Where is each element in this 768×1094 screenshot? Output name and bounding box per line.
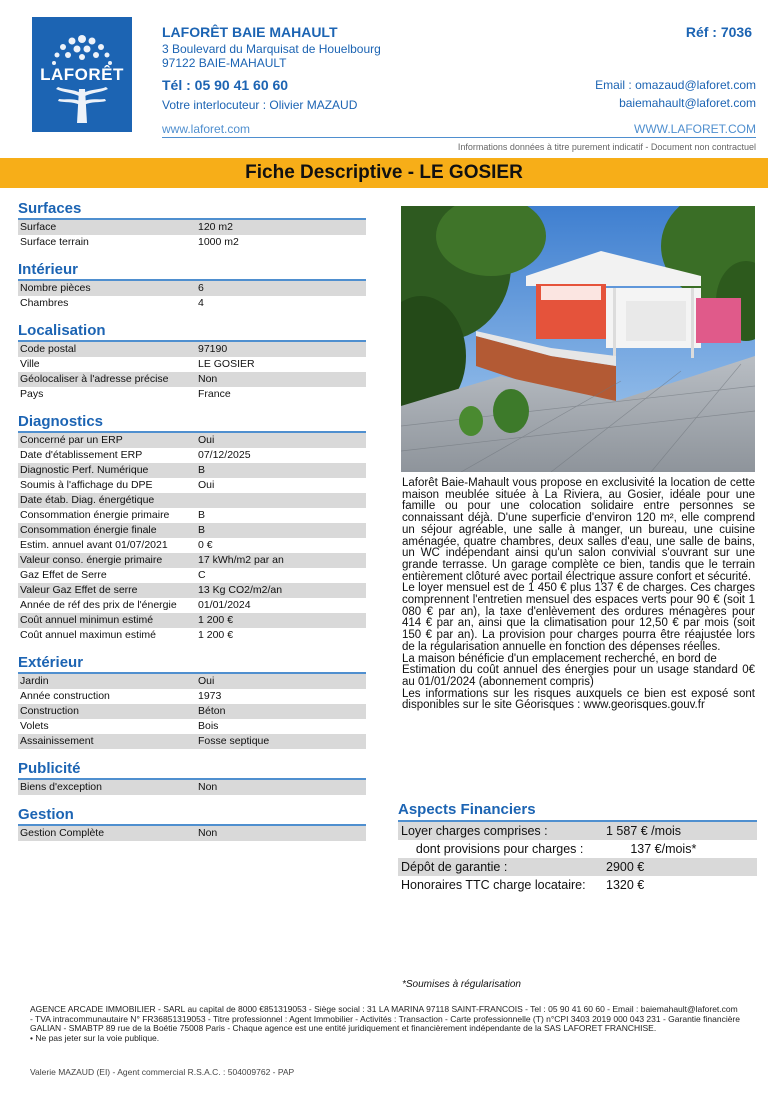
section-rows	[18, 826, 366, 841]
detail-label: Jardin	[20, 675, 49, 687]
contact-person: Votre interlocuteur : Olivier MAZAUD	[162, 98, 358, 112]
detail-value: LE GOSIER	[198, 358, 255, 370]
description-paragraph: Laforêt Baie-Mahault vous propose en exclusivité la location de cette maison meublée située à La Riviera, au Gosier, idéale pour une famille ou pour une colocation solidaire entre personnes se connaissant déjà. D'une superficie d'environ 120 m², elle comprend un séjour agréable, une salle à manger, un bureau, une cuisine aménagée, quatre chambres, deux salles d'eau, une salle de bains, un WC indépendant ainsi qu'un salon convivial s'ouvrant sur une grande terrasse. Un garage complète ce bien, tandis que le terrain entièrement clôturé avec portail électrique assure confort et sécurité.	[402, 477, 755, 583]
detail-value: France	[198, 388, 231, 400]
detail-label: Code postal	[20, 343, 77, 355]
section-title-localisation: Localisation	[18, 322, 366, 342]
detail-value: C	[198, 569, 206, 581]
detail-row	[18, 235, 366, 250]
detail-row	[18, 538, 366, 553]
detail-value: B	[198, 464, 206, 476]
disclaimer-note: Informations données à titre purement indicatif - Document non contractuel	[457, 142, 756, 152]
detail-label: Nombre pièces	[20, 282, 91, 294]
section-title-exterieur: Extérieur	[18, 654, 366, 674]
detail-row	[18, 568, 366, 583]
detail-label: Assainissement	[20, 735, 94, 747]
detail-label: Coût annuel maximun estimé	[20, 629, 156, 641]
detail-label: Surface terrain	[20, 236, 89, 248]
section-title-gestion: Gestion	[18, 806, 366, 826]
email-contact[interactable]: Email : omazaud@laforet.com	[595, 78, 756, 92]
detail-row	[18, 493, 366, 508]
legal-text: AGENCE ARCADE IMMOBILIER - SARL au capital de 8000 €851319053 - Siège social : 31 LA MARINA 97118 SAINT-FRANCOIS - Tel : 05 90 41 60 60 - Email : baiemahault@laforet.com - TVA intracommunautaire N° FR36851319053 - Titre professionnel : Agent Immobilier - Activités : Transaction - Carte professionnelle (T) n°CPI 3403 2019 000 043 231 - Garantie financière GALIAN - SMABTP 89 rue de la Boétie 75008 Paris - Chaque agence est une entité juridiquement et financièrement indépendante de la SAS LAFORET FRANCHISE.	[30, 1004, 740, 1034]
section-rows	[18, 674, 366, 749]
description-paragraph: Le loyer mensuel est de 1 450 € plus 137 € de charges. Ces charges comprennent l'entretien mensuel des espaces verts pour 90 € (soit 1 080 € par an), la taxe d'enlèvement des ordures ménagères pour 414 € par an, ainsi que la climatisation pour 12,50 € par mois (soit 150 € par an). La provision pour charges pourra être réajustée lors de la régularisation annuelle en fonction des dépenses réelles.	[402, 582, 755, 653]
agent-info: Valerie MAZAUD (EI) - Agent commercial R.S.A.C. : 504009762 - PAP	[30, 1067, 295, 1077]
section-title-publicite: Publicité	[18, 760, 366, 780]
detail-row	[18, 826, 366, 841]
property-details	[18, 200, 366, 841]
detail-value: 07/12/2025	[198, 449, 251, 461]
property-description	[402, 478, 755, 712]
detail-label: Consommation énergie primaire	[20, 509, 170, 521]
detail-value: B	[198, 524, 206, 536]
description-paragraph: Les informations sur les risques auxquels ce bien est exposé sont disponibles sur le site Géorisques : www.georisques.gouv.fr	[402, 687, 755, 712]
detail-row	[18, 296, 366, 311]
detail-label: Gaz Effet de Serre	[20, 569, 107, 581]
detail-value: Oui	[198, 675, 215, 687]
title-band	[0, 158, 768, 188]
financial-row	[398, 840, 757, 858]
detail-value: 97190	[198, 343, 228, 355]
legal-footer	[30, 1005, 740, 1043]
detail-row	[18, 281, 366, 296]
detail-label: Géolocaliser à l'adresse précise	[20, 373, 169, 385]
financial-table	[398, 822, 757, 894]
detail-row	[18, 478, 366, 493]
detail-label: Gestion Complète	[20, 827, 105, 839]
section-rows	[18, 342, 366, 402]
detail-label: Valeur Gaz Effet de serre	[20, 584, 138, 596]
detail-row	[18, 433, 366, 448]
detail-value: 6	[198, 282, 204, 294]
address-line-1: 3 Boulevard du Marquisat de Houelbourg	[162, 42, 381, 56]
detail-row	[18, 463, 366, 478]
detail-row	[18, 719, 366, 734]
detail-value: 1 200 €	[198, 614, 234, 626]
no-throw-notice: • Ne pas jeter sur la voie publique.	[30, 1032, 160, 1043]
detail-row	[18, 689, 366, 704]
detail-value: B	[198, 509, 206, 521]
detail-row	[18, 220, 366, 235]
detail-label: Construction	[20, 705, 79, 717]
financial-value: 1 587 € /mois	[606, 824, 682, 838]
description-paragraph: Estimation du coût annuel des énergies pour un usage standard 0€ au 01/01/2024 (abonnement compris)	[402, 664, 755, 688]
website-link[interactable]: www.laforet.com	[162, 122, 251, 136]
detail-value: Oui	[198, 479, 215, 491]
detail-label: Soumis à l'affichage du DPE	[20, 479, 153, 491]
website-link-upper[interactable]: WWW.LAFORET.COM	[634, 122, 756, 136]
financial-label: Dépôt de garantie :	[401, 860, 508, 874]
detail-row	[18, 674, 366, 689]
description-paragraph: La maison bénéficie d'un emplacement recherché, en bord de	[402, 652, 717, 665]
detail-label: Volets	[20, 720, 49, 732]
section-title-interieur: Intérieur	[18, 261, 366, 281]
detail-value: 17 kWh/m2 par an	[198, 554, 284, 566]
financial-value-text: 137 €/mois*	[630, 842, 697, 856]
detail-label: Surface	[20, 221, 57, 233]
detail-value: 4	[198, 297, 204, 309]
detail-value: 1000 m2	[198, 236, 239, 248]
phone-number[interactable]: Tél : 05 90 41 60 60	[162, 77, 289, 93]
financial-label: Loyer charges comprises :	[401, 824, 548, 838]
financial-value: 1320 €	[606, 878, 645, 892]
detail-label: Biens d'exception	[20, 781, 102, 793]
detail-row	[18, 357, 366, 372]
detail-row	[18, 704, 366, 719]
agency-name: LAFORÊT BAIE MAHAULT	[162, 24, 338, 40]
page-title: Fiche Descriptive - LE GOSIER	[245, 162, 523, 183]
detail-value: Non	[198, 373, 218, 385]
detail-row	[18, 387, 366, 402]
section-rows	[18, 433, 366, 643]
financial-value: 2900 €	[606, 860, 645, 874]
detail-value: 1 200 €	[198, 629, 234, 641]
detail-value	[198, 493, 366, 508]
detail-value: 13 Kg CO2/m2/an	[198, 584, 283, 596]
detail-label: Année de réf des prix de l'énergie	[20, 599, 177, 611]
section-title-diagnostics: Diagnostics	[18, 413, 366, 433]
detail-value: Béton	[198, 705, 226, 717]
detail-row	[18, 508, 366, 523]
detail-row	[18, 553, 366, 568]
financial-label-text: dont provisions pour charges :	[415, 842, 584, 856]
detail-row	[18, 448, 366, 463]
reference-number: Réf : 7036	[685, 24, 752, 40]
financial-row	[398, 876, 757, 894]
footnote: *Soumises à régularisation	[402, 979, 521, 990]
logo-wordmark: LAFORÊT	[40, 65, 124, 84]
financial-label: Honoraires TTC charge locataire:	[401, 878, 586, 892]
detail-value: 01/01/2024	[198, 599, 251, 611]
detail-label: Chambres	[20, 297, 69, 309]
detail-value: 120 m2	[198, 221, 234, 233]
detail-label: Valeur conso. énergie primaire	[20, 554, 163, 566]
detail-label: Concerné par un ERP	[20, 434, 123, 446]
detail-label: Date étab. Diag. énergétique	[20, 494, 155, 506]
detail-label: Année construction	[20, 690, 110, 702]
detail-label: Pays	[20, 388, 44, 400]
detail-row	[18, 628, 366, 643]
header-divider	[162, 137, 756, 138]
detail-value: Non	[198, 781, 218, 793]
detail-row	[18, 342, 366, 357]
financial-row	[398, 858, 757, 876]
detail-value: Fosse septique	[198, 735, 270, 747]
detail-row	[18, 583, 366, 598]
detail-row	[18, 613, 366, 628]
section-title-surfaces: Surfaces	[18, 200, 366, 220]
detail-label: Date d'établissement ERP	[20, 449, 143, 461]
address-line-2: 97122 BAIE-MAHAULT	[162, 56, 287, 70]
detail-label: Ville	[20, 358, 40, 370]
detail-label: Diagnostic Perf. Numérique	[20, 464, 149, 476]
detail-value: 1973	[198, 690, 222, 702]
detail-row	[18, 598, 366, 613]
detail-label: Coût annuel minimun estimé	[20, 614, 154, 626]
detail-value: Bois	[198, 720, 219, 732]
detail-value: Non	[198, 827, 218, 839]
detail-value: 0 €	[198, 539, 213, 551]
detail-row	[18, 780, 366, 795]
detail-row	[18, 372, 366, 387]
financial-section-title: Aspects Financiers	[398, 801, 757, 822]
detail-row	[18, 523, 366, 538]
section-rows	[18, 281, 366, 311]
detail-row	[18, 734, 366, 749]
financial-label	[398, 840, 606, 858]
detail-label: Estim. annuel avant 01/07/2021	[20, 539, 168, 551]
laforet-logo	[32, 17, 132, 132]
financial-value	[606, 840, 757, 858]
detail-value: Oui	[198, 434, 215, 446]
section-rows	[18, 220, 366, 250]
detail-label: Consommation énergie finale	[20, 524, 157, 536]
section-rows	[18, 780, 366, 795]
financial-row	[398, 822, 757, 840]
email-agency[interactable]: baiemahault@laforet.com	[619, 96, 756, 110]
property-photo	[401, 206, 755, 472]
